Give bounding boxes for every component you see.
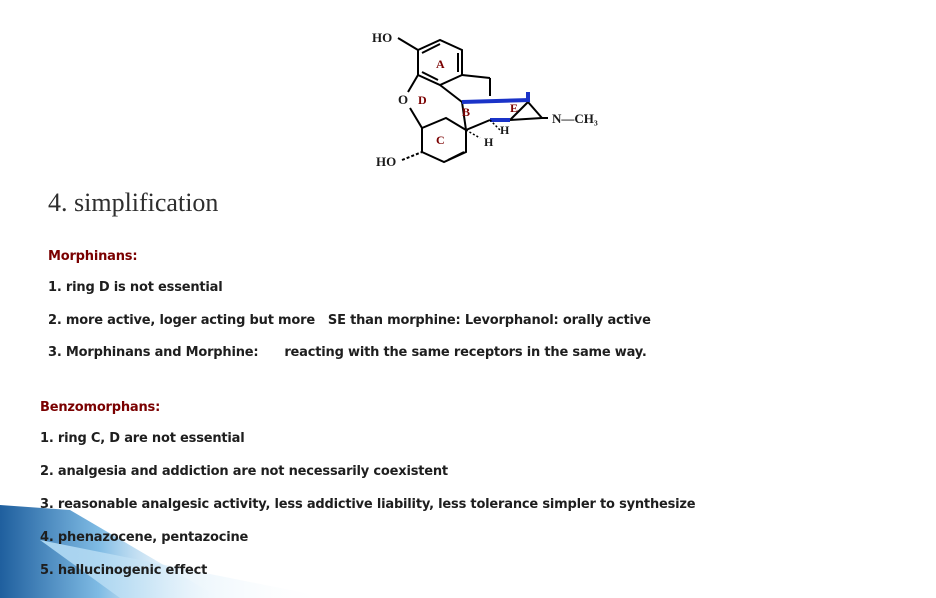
benzomorphans-item-4 <box>40 530 248 545</box>
morphinans-item-1 <box>48 280 223 295</box>
benzomorphans-item-2 <box>40 464 448 479</box>
ho-top-label: HO <box>372 30 393 45</box>
item-number: 1. <box>48 280 62 295</box>
item-text: ring C, D are not essential <box>57 431 245 446</box>
item-number: 4. <box>40 530 54 545</box>
item-number: 1. <box>40 431 54 446</box>
item-text: ring D is not essential <box>65 280 223 295</box>
ho-bottom-label: HO <box>376 154 397 169</box>
item-number: 3. <box>48 345 62 360</box>
ring-e-label: E <box>510 101 519 115</box>
h-label-2: H <box>484 135 494 149</box>
oxygen-label: O <box>398 92 409 107</box>
item-number: 5. <box>40 563 54 578</box>
benzomorphans-title: Benzomorphans: <box>40 400 161 415</box>
item-number: 2. <box>48 313 62 328</box>
benzomorphans-item-3 <box>40 497 695 512</box>
ring-a-label: A <box>436 57 445 71</box>
ring-b-label: B <box>462 105 471 119</box>
benzomorphans-item-5 <box>40 563 207 578</box>
slide-heading: 4. simplification <box>48 188 219 217</box>
n-methyl-label: N—CH₃ <box>552 111 598 126</box>
morphine-structure <box>350 20 620 180</box>
item-text: Morphinans and Morphine: reacting with the same receptors in the same way. <box>65 345 647 360</box>
ring-c-label: C <box>436 133 445 147</box>
item-number: 3. <box>40 497 54 512</box>
morphinans-item-3 <box>48 345 647 360</box>
item-text: hallucinogenic effect <box>57 563 208 578</box>
morphinans-title: Morphinans: <box>48 249 138 264</box>
item-text: reasonable analgesic activity, less addictive liability, less tolerance simpler to synthesize <box>57 497 696 512</box>
morphinans-item-2 <box>48 313 651 328</box>
item-text: more active, loger acting but more SE than morphine: Levorphanol: orally active <box>65 313 651 328</box>
benzomorphans-item-1 <box>40 431 245 446</box>
h-label-1: H <box>500 123 510 137</box>
item-text: analgesia and addiction are not necessarily coexistent <box>57 464 448 479</box>
item-text: phenazocene, pentazocine <box>57 530 249 545</box>
item-number: 2. <box>40 464 54 479</box>
ring-d-label: D <box>418 93 427 107</box>
